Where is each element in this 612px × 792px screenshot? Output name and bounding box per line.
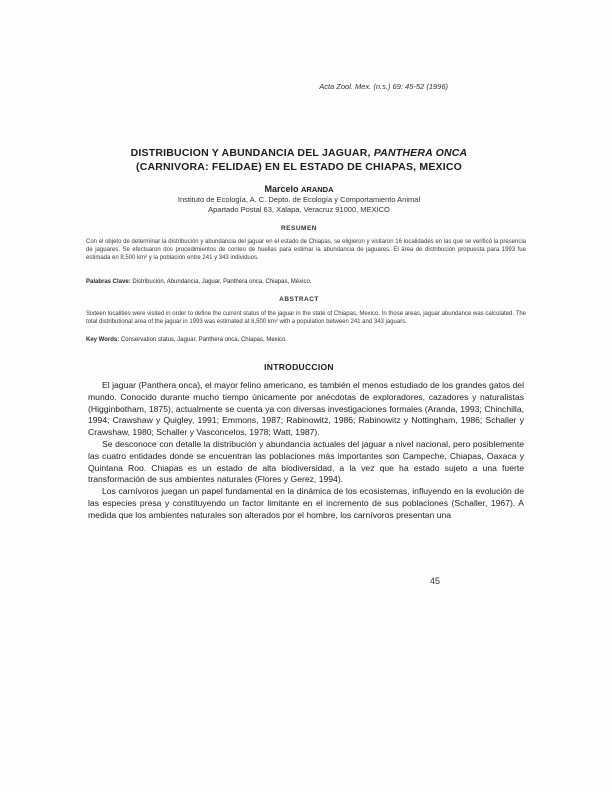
author-last-name: ARANDA <box>301 185 334 194</box>
title-line2: (CARNIVORA: FELIDAE) EN EL ESTADO DE CHIAPAS, MEXICO <box>136 161 462 173</box>
journal-reference: Acta Zool. Mex. (n.s.) 69: 45-52 (1996) <box>319 82 448 91</box>
page-number: 45 <box>430 576 441 586</box>
affiliation-line2: Apartado Postal 63, Xalapa, Veracruz 91000, MEXICO <box>208 205 390 214</box>
abstract-keywords-label: Key Words: <box>86 337 120 343</box>
introduccion-heading: INTRODUCCION <box>264 362 334 372</box>
abstract-text: Sixteen localities were visited in order to define the current status of the jaguar in the state of Chiapas, Mexico. In those areas, jaguar abundance was calculated. The total distributional area of the jaguar in 1993 was estimated at 8,500 km² with a population between 241 and 343 jaguars. <box>86 311 526 325</box>
abstract-keywords-list: Conservation status, Jaguar, Panthera onca, Chiapas, Mexico. <box>119 337 287 343</box>
body-paragraph-1: El jaguar (Panthera onca), el mayor felino americano, es también el menos estudiado de los grandes gatos del mundo. Conocido durante mucho tiempo únicamente por anécdotas de exploradores, cazadores y naturalistas (Higginbotham, 1875), actualmente se cuenta ya con diversas investigaciones formales (Aranda, 1993; Chinchilla, 1994; Crawshaw y Quigley, 1991; Emmons, 1987; Rabinowitz, 1986; Rabinowitz y Nottingham, 1986; Schaller y Crawshaw, 1980; Schaller y Vasconcelos, 1978; Watt, 1987). <box>88 380 524 438</box>
resumen-text: Con el objeto de determinar la distribución y abundancia del jaguar en el estado de Chiapas, se eligieron y visitaron 16 localidades en las que se verificó la presencia de jaguares. Se efectuaron dos procedimientos de conteo de huellas para estimar la abundancia de jaguares. El área de distribución propuesta para 1993 fue estimada en 8,500 km² y la población entre 241 y 343 individuos. <box>86 239 526 261</box>
body-paragraph-3: Los carnívoros juegan un papel fundamental en la dinámica de los ecosistemas, influyendo en la evolución de las especies presa y constituyendo un factor limitante en el incremento de sus poblaciones (Schaller, 1967). A medida que los ambientes naturales son alterados por el hombre, los carnívoros presentan una <box>88 486 524 520</box>
abstract-keywords <box>86 336 526 344</box>
author-name <box>60 184 538 194</box>
resumen-keywords-label: Palabras Clave: <box>86 279 131 285</box>
author-first-name: Marcelo <box>264 184 301 194</box>
resumen-keywords <box>86 278 526 286</box>
author-affiliation <box>60 195 538 215</box>
article-title <box>60 146 538 174</box>
title-line1-text: DISTRIBUCION Y ABUNDANCIA DEL JAGUAR, <box>130 147 374 159</box>
body-paragraph-2: Se desconoce con detalle la distribución y abundancia actuales del jaguar a nivel nacional, pero posiblemente las cuatro entidades donde se encuentran las poblaciones más importantes son Campeche, Chiapas, Oaxaca y Quintana Roo. Chiapas es un estado de alta biodiversidad, a la vez que ha estado sujeto a una fuerte transformación de sus ambientes naturales (Flores y Gerez, 1994). <box>88 438 524 485</box>
title-species-name: PANTHERA ONCA <box>373 147 468 159</box>
affiliation-line1: Instituto de Ecología, A. C. Depto. de Ecología y Comportamiento Animal <box>177 195 421 204</box>
introduccion-body <box>88 380 524 522</box>
abstract-heading: ABSTRACT <box>279 296 319 303</box>
resumen-heading: RESUMEN <box>280 225 317 232</box>
resumen-keywords-list: Distribución, Abundancia, Jaguar, Panthera onca, Chiapas, México. <box>130 279 312 285</box>
